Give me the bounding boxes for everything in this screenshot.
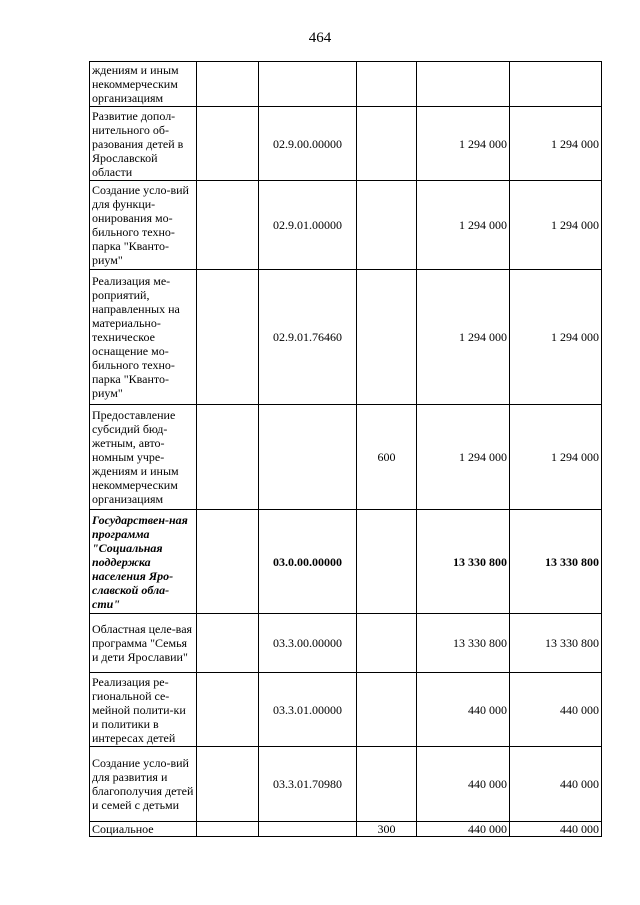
cell-amount-1: 1 294 000: [417, 270, 510, 405]
cell-amount-1: 440 000: [417, 747, 510, 822]
cell-expense-type: [357, 747, 417, 822]
cell-amount-2: 1 294 000: [510, 107, 602, 181]
cell-code: 02.9.00.00000: [259, 107, 357, 181]
cell-amount-1: 440 000: [417, 822, 510, 837]
cell-blank: [197, 181, 259, 270]
cell-expense-type: [357, 614, 417, 673]
cell-blank: [197, 107, 259, 181]
cell-name: Создание усло-вий для функци-онирования мо-бильного техно-парка "Кванто-риум": [90, 181, 197, 270]
table-row: [90, 270, 602, 405]
cell-amount-2: 440 000: [510, 673, 602, 747]
cell-amount-2: 440 000: [510, 822, 602, 837]
cell-name: Социальное: [90, 822, 197, 837]
cell-blank: [197, 405, 259, 510]
cell-name: Предоставление субсидий бюд-жетным, авто-номным учре-ждениям и иным некоммерческим организациям: [90, 405, 197, 510]
cell-code: 02.9.01.76460: [259, 270, 357, 405]
cell-name: ждениям и иным некоммерческим организациям: [90, 62, 197, 107]
cell-amount-1: 1 294 000: [417, 181, 510, 270]
cell-amount-2: 440 000: [510, 747, 602, 822]
table-row: [90, 405, 602, 510]
cell-blank: [197, 822, 259, 837]
table-row: [90, 107, 602, 181]
cell-amount-1: 1 294 000: [417, 107, 510, 181]
cell-blank: [197, 62, 259, 107]
table-row: [90, 747, 602, 822]
cell-expense-type: [357, 510, 417, 614]
cell-blank: [197, 270, 259, 405]
cell-amount-2: [510, 62, 602, 107]
cell-blank: [197, 510, 259, 614]
cell-name: Государствен-ная программа "Социальная поддержка населения Яро-славской обла-сти": [90, 510, 197, 614]
cell-expense-type: [357, 673, 417, 747]
cell-amount-1: [417, 62, 510, 107]
cell-amount-1: 13 330 800: [417, 510, 510, 614]
cell-amount-2: 1 294 000: [510, 270, 602, 405]
table-row: [90, 510, 602, 614]
table-row: [90, 181, 602, 270]
cell-expense-type: [357, 62, 417, 107]
cell-blank: [197, 747, 259, 822]
table-row: [90, 62, 602, 107]
table-row: [90, 673, 602, 747]
cell-expense-type: [357, 107, 417, 181]
page-number: 464: [308, 30, 332, 46]
cell-blank: [197, 614, 259, 673]
cell-code: 03.3.01.00000: [259, 673, 357, 747]
cell-name: Реализация ме-роприятий, направленных на материально-техническое оснащение мо-бильного техно-парка "Кванто-риум": [90, 270, 197, 405]
cell-amount-2: 1 294 000: [510, 405, 602, 510]
cell-name: Областная целе-вая программа "Семья и дети Ярославии": [90, 614, 197, 673]
cell-expense-type: [357, 270, 417, 405]
cell-expense-type: 600: [357, 405, 417, 510]
cell-code: 02.9.01.00000: [259, 181, 357, 270]
cell-amount-2: 13 330 800: [510, 510, 602, 614]
cell-code: 03.3.01.70980: [259, 747, 357, 822]
cell-amount-1: 1 294 000: [417, 405, 510, 510]
cell-code: [259, 405, 357, 510]
cell-code: [259, 62, 357, 107]
cell-name: Реализация ре-гиональной се-мейной полити-ки и политики в интересах детей: [90, 673, 197, 747]
table-row: [90, 614, 602, 673]
cell-amount-1: 440 000: [417, 673, 510, 747]
cell-amount-2: 1 294 000: [510, 181, 602, 270]
cell-name: Создание усло-вий для развития и благополучия детей и семей с детьми: [90, 747, 197, 822]
cell-expense-type: [357, 181, 417, 270]
cell-amount-2: 13 330 800: [510, 614, 602, 673]
cell-amount-1: 13 330 800: [417, 614, 510, 673]
budget-table: [89, 61, 602, 837]
cell-blank: [197, 673, 259, 747]
table-row: [90, 822, 602, 837]
cell-name: Развитие допол-нительного об-разования детей в Ярославской области: [90, 107, 197, 181]
cell-code: 03.3.00.00000: [259, 614, 357, 673]
cell-code: 03.0.00.00000: [259, 510, 357, 614]
cell-code: [259, 822, 357, 837]
cell-expense-type: 300: [357, 822, 417, 837]
